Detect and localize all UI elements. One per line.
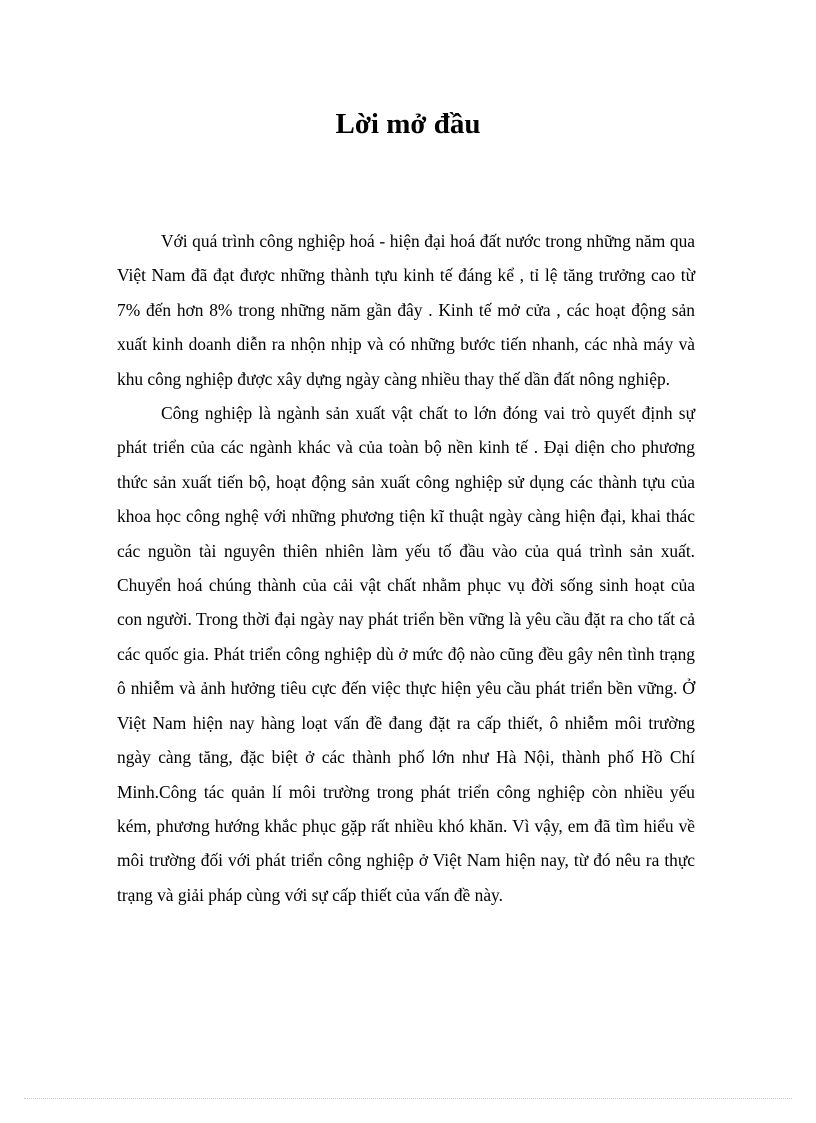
page-bottom-divider: [24, 1098, 792, 1099]
paragraph-2: Công nghiệp là ngành sản xuất vật chất to lớn đóng vai trò quyết định sự phát triển của các ngành khác và của toàn bộ nền kinh tế . Đại diện cho phương thức sản xuất tiến bộ, hoạt động sản xuất công nghiệp sử dụng các thành tựu của khoa học công nghệ với những phương tiện kĩ thuật ngày càng hiện đại, khai thác các nguồn tài nguyên thiên nhiên làm yếu tố đầu vào của quá trình sản xuất. Chuyển hoá chúng thành của cải vật chất nhằm phục vụ đời sống sinh hoạt của con người. Trong thời đại ngày nay phát triển bền vững là yêu cầu đặt ra cho tất cả các quốc gia. Phát triển công nghiệp dù ở mức độ nào cũng đều gây nên tình trạng ô nhiễm và ảnh hưởng tiêu cực đến việc thực hiện yêu cầu phát triển bền vững. Ở Việt Nam hiện nay hàng loạt vấn đề đang đặt ra cấp thiết, ô nhiễm môi trường ngày càng tăng, đặc biệt ở các thành phố lớn như Hà Nội, thành phố Hồ Chí Minh.Công tác quản lí môi trường trong phát triển công nghiệp còn nhiều yếu kém, phương hướng khắc phục gặp rất nhiều khó khăn. Vì vậy, em đã tìm hiểu về môi trường đối với phát triển công nghiệp ở Việt Nam hiện nay, từ đó nêu ra thực trạng và giải pháp cùng với sự cấp thiết của vấn đề này.: [117, 403, 695, 905]
paragraph-1: Với quá trình công nghiệp hoá - hiện đại hoá đất nước trong những năm qua Việt Nam đã đạt được những thành tựu kinh tế đáng kể , tỉ lệ tăng trưởng cao từ 7% đến hơn 8% trong những năm gần đây . Kinh tế mở cửa , các hoạt động sản xuất kinh doanh diễn ra nhộn nhịp và có những bước tiến nhanh, các nhà máy và khu công nghiệp được xây dựng ngày càng nhiều thay thế dần đất nông nghiệp.: [117, 231, 695, 389]
document-body: [117, 224, 695, 912]
page-title: Lời mở đầu: [335, 108, 481, 140]
